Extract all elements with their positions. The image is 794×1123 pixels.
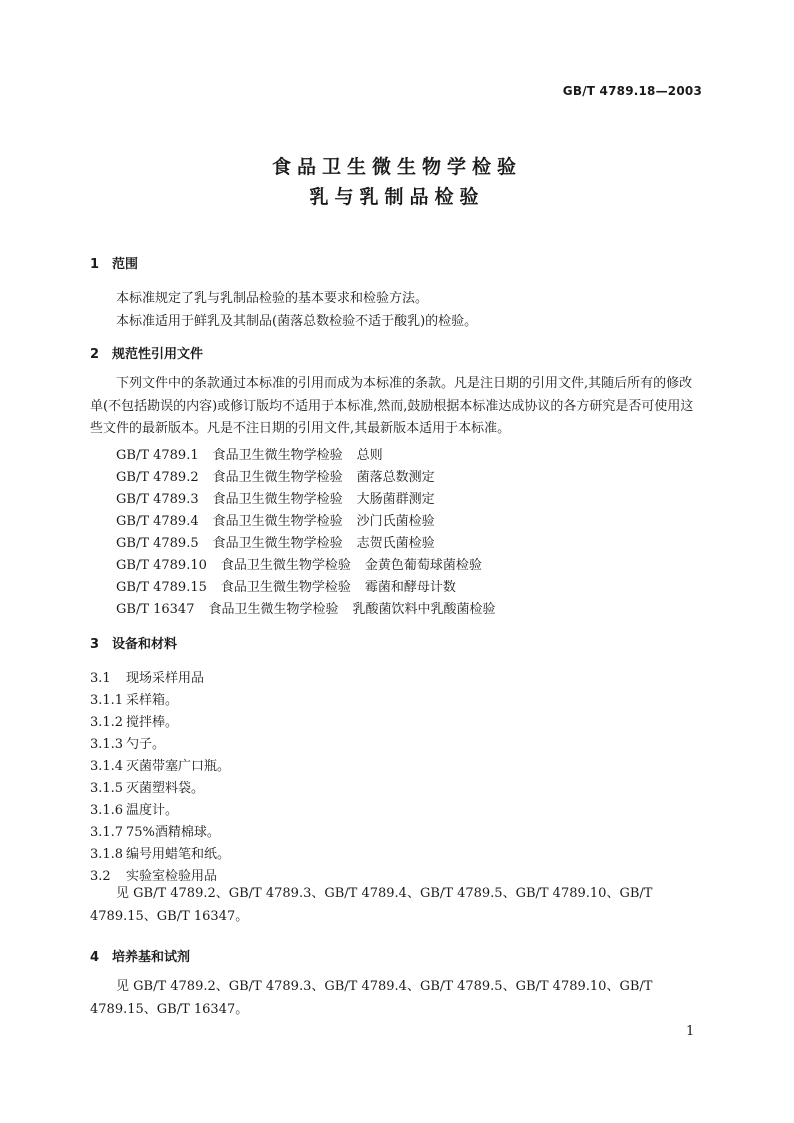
reference-item bbox=[116, 598, 496, 617]
subsection-3-2 bbox=[90, 865, 217, 884]
list-item bbox=[90, 689, 178, 708]
document-subtitle: 乳与乳制品检验 bbox=[309, 186, 485, 208]
item-label: 采样箱。 bbox=[126, 693, 179, 708]
reference-topic: 菌落总数测定 bbox=[356, 470, 435, 485]
subsection-title: 实验室检验用品 bbox=[126, 869, 218, 884]
reference-item bbox=[116, 532, 435, 551]
reference-code: GB/T 4789.15 bbox=[116, 580, 207, 595]
section-3-heading bbox=[90, 633, 177, 652]
list-item bbox=[90, 711, 178, 730]
section-4-heading bbox=[90, 946, 190, 965]
reference-series: 食品卫生微生物学检验 bbox=[212, 536, 343, 551]
list-item bbox=[90, 799, 178, 818]
subsection-3-1 bbox=[90, 667, 204, 686]
reference-item bbox=[116, 576, 456, 595]
section-title: 设备和材料 bbox=[112, 637, 178, 652]
section-title: 规范性引用文件 bbox=[112, 347, 204, 362]
reference-series: 食品卫生微生物学检验 bbox=[212, 470, 343, 485]
reference-item bbox=[116, 488, 435, 507]
section-2-paragraph: 下列文件中的条款通过本标准的引用而成为本标准的条款。凡是注日期的引用文件,其随后所有的修改单(不包括勘误的内容)或修订版均不适用于本标准,然而,鼓励根据本标准达成协议的各方研究是否可使用这些文件的最新版本。凡是不注日期的引用文件,其最新版本适用于本标准。 bbox=[90, 376, 694, 436]
standard-code: GB/T 4789.18—2003 bbox=[562, 84, 702, 98]
section-number: 3 bbox=[90, 637, 100, 652]
section-title: 培养基和试剂 bbox=[112, 950, 191, 965]
reference-code: GB/T 4789.1 bbox=[116, 448, 199, 463]
reference-topic: 大肠菌群测定 bbox=[356, 492, 435, 507]
reference-code: GB/T 4789.2 bbox=[116, 470, 199, 485]
reference-code: GB/T 16347 bbox=[116, 602, 195, 617]
item-number: 3.1.2 bbox=[90, 715, 124, 730]
item-number: 3.1.6 bbox=[90, 803, 124, 818]
item-label: 搅拌棒。 bbox=[126, 715, 179, 730]
section-1-heading bbox=[90, 253, 138, 272]
section-1-paragraph-1: 本标准规定了乳与乳制品检验的基本要求和检验方法。 bbox=[116, 291, 429, 306]
reference-item bbox=[116, 466, 435, 485]
item-label: 勺子。 bbox=[126, 737, 166, 752]
reference-item bbox=[116, 444, 383, 463]
section-number: 1 bbox=[90, 257, 100, 272]
item-number: 3.1.4 bbox=[90, 759, 124, 774]
item-label: 灭菌塑料袋。 bbox=[126, 781, 205, 796]
list-item bbox=[90, 843, 230, 862]
subsection-number: 3.1 bbox=[90, 671, 111, 686]
list-item bbox=[90, 755, 230, 774]
page-number: 1 bbox=[686, 1024, 695, 1039]
section-1-paragraph-2: 本标准适用于鲜乳及其制品(菌落总数检验不适于酸乳)的检验。 bbox=[116, 314, 478, 329]
reference-series: 食品卫生微生物学检验 bbox=[220, 558, 351, 573]
item-number: 3.1.1 bbox=[90, 693, 124, 708]
reference-item bbox=[116, 510, 435, 529]
reference-series: 食品卫生微生物学检验 bbox=[212, 514, 343, 529]
reference-item bbox=[116, 554, 482, 573]
reference-topic: 总则 bbox=[356, 448, 383, 463]
list-item bbox=[90, 821, 220, 840]
document-title: 食品卫生微生物学检验 bbox=[271, 156, 522, 178]
reference-code: GB/T 4789.4 bbox=[116, 514, 199, 529]
reference-series: 食品卫生微生物学检验 bbox=[212, 492, 343, 507]
reference-topic: 金黄色葡萄球菌检验 bbox=[364, 558, 482, 573]
item-number: 3.1.8 bbox=[90, 847, 124, 862]
item-number: 3.1.5 bbox=[90, 781, 124, 796]
reference-topic: 乳酸菌饮料中乳酸菌检验 bbox=[352, 602, 496, 617]
item-label: 75%酒精棉球。 bbox=[126, 825, 220, 840]
section-number: 4 bbox=[90, 950, 100, 965]
section-2-heading bbox=[90, 343, 203, 362]
section-title: 范围 bbox=[112, 257, 139, 272]
item-number: 3.1.3 bbox=[90, 737, 124, 752]
subsection-number: 3.2 bbox=[90, 869, 111, 884]
item-label: 灭菌带塞广口瓶。 bbox=[126, 759, 231, 774]
reference-series: 食品卫生微生物学检验 bbox=[220, 580, 351, 595]
section-number: 2 bbox=[90, 347, 100, 362]
item-number: 3.1.7 bbox=[90, 825, 124, 840]
reference-topic: 霉菌和酵母计数 bbox=[364, 580, 456, 595]
reference-series: 食品卫生微生物学检验 bbox=[212, 448, 343, 463]
reference-code: GB/T 4789.10 bbox=[116, 558, 207, 573]
subsection-title: 现场采样用品 bbox=[126, 671, 205, 686]
reference-series: 食品卫生微生物学检验 bbox=[208, 602, 339, 617]
item-label: 温度计。 bbox=[126, 803, 179, 818]
reference-code: GB/T 4789.5 bbox=[116, 536, 199, 551]
list-item bbox=[90, 777, 204, 796]
list-item bbox=[90, 733, 165, 752]
reference-topic: 沙门氏菌检验 bbox=[356, 514, 435, 529]
reference-code: GB/T 4789.3 bbox=[116, 492, 199, 507]
subsection-3-2-text: 见 GB/T 4789.2、GB/T 4789.3、GB/T 4789.4、GB/T 4789.5、GB/T 4789.10、GB/T 4789.15、GB/T 16347。 bbox=[90, 886, 653, 924]
section-4-text: 见 GB/T 4789.2、GB/T 4789.3、GB/T 4789.4、GB/T 4789.5、GB/T 4789.10、GB/T 4789.15、GB/T 16347。 bbox=[90, 979, 653, 1017]
item-label: 编号用蜡笔和纸。 bbox=[126, 847, 231, 862]
reference-topic: 志贺氏菌检验 bbox=[356, 536, 435, 551]
